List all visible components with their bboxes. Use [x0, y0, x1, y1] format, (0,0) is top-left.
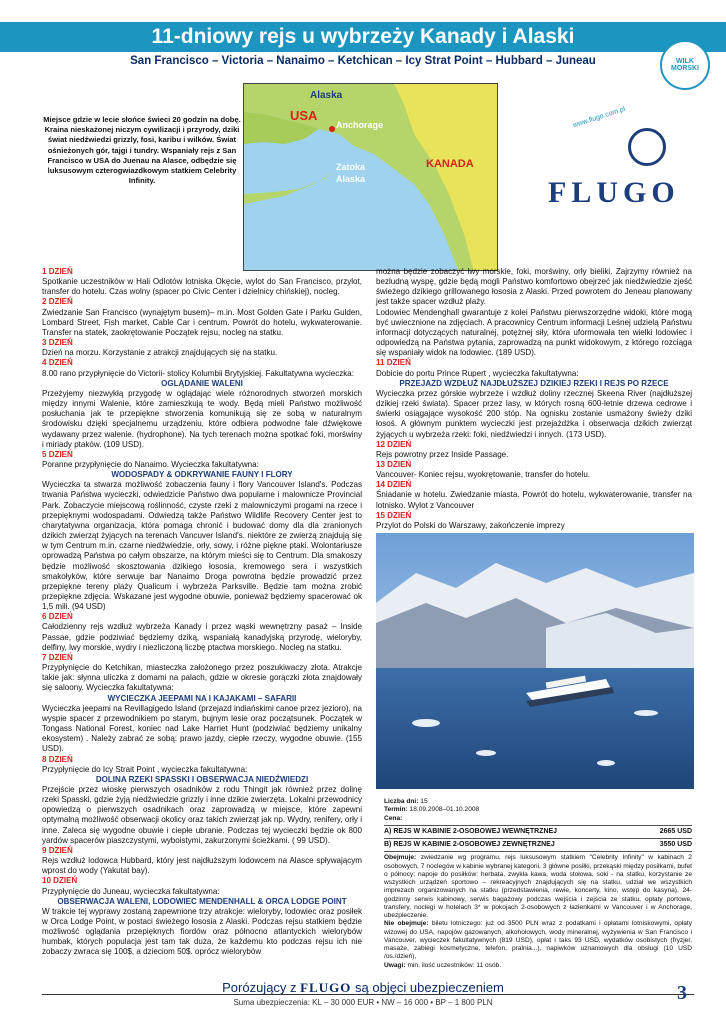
day-heading: 13 DZIEŃ — [376, 459, 412, 469]
cena-label: Cena: — [384, 814, 403, 822]
footer-divider — [42, 994, 694, 995]
map-label-anchorage: Anchorage — [336, 120, 384, 130]
liczba-label: Liczba dni: — [384, 798, 419, 805]
day-description: W trakcie tej wyprawy zostaną zapewnione trzy atrakcje: wieloryby, lodowiec oraz posiłek w Orca Lodge Point, w postaci świeżego łososia z Alaski. Podczas rejsu statkiem będzie możliwość oglądania przepięknych fiordów oraz północno atlantyckich wielorybów humbak, których populacja jest tam tak duża, że każdemu kto podczas rejsu ich nie zobaczy zwraca się 100$, a dzieciom 50$. oprócz wielorybów — [42, 906, 362, 957]
day-heading: 6 DZIEŃ — [42, 612, 73, 622]
day-description: Wycieczka przez górskie wybrzeże i wzdłuż doliny rzecznej Skeena River (najdłuższej dzikiej rzeki świata). Spacer przez lasy, w których rosną 600-letnie drzewa cedrowe i świerki osiągające wysokość 200 stóp. Na ognisku zostanie usmażony świeży dziki łosoś. A głównym punktem wycieczki jest przejażdżka i obserwacja dzikich zwierząt żyjących u wybrzeża rzeki: foki, niedźwiedzi i innych. (173 USD). — [376, 388, 692, 439]
price-row-b — [384, 841, 692, 849]
day-description: Poranne przypłynięcie do Nanaimo. Wycieczka fakultatywna: — [42, 459, 259, 469]
footer-pre: Porózujący z — [222, 980, 297, 995]
day-description: Rejs powrotny przez Inside Passage. — [376, 449, 509, 459]
intro-text: Miejsce gdzie w lecie słońce świeci 20 godzin na dobę. Kraina nieskażonej niczym cywilizacji i przyrody, dziki świat niedźwiedzi grizzly, fosi, karibu i wilków. Świat ośnieżonych gór, tajgi i tundry. Wspaniały rejs z San Francisco w USA do Juenau na Alasce, odbędzie się luksusowym czterogwiazdkowym statkiem Celebrity Infinity. — [43, 115, 241, 186]
day-description: Zwiedzanie San Francisco (wynajętym busem)– m.in. Most Golden Gate i Parku Gulden, Lombard Street, Fish market, Cable Car i centrum. Powrót do hotelu, wykwaterowanie. Transfer na statek, zaokrętowanie Początek rejsu, nocleg na statku. — [42, 307, 362, 337]
day-heading: 15 DZIEŃ — [376, 510, 412, 520]
page-title: 11-dniowy rejs u wybrzeży Kanady i Alaski — [151, 25, 575, 48]
flugo-logo — [540, 105, 690, 220]
footer-sum: Suma ubezpieczenia: KL – 30 000 EUR • NW – 16 000 • BP – 1 800 PLN — [233, 998, 493, 1007]
excursion-heading: OBSERWACJA WALENI, LODOWIEC MENDENHALL & ORCA LODGE POINT — [57, 896, 347, 906]
day-heading: 12 DZIEŃ — [376, 439, 412, 449]
excursion-heading: PRZEJAZD WZDŁUŻ NAJDŁUŻSZEJ DZIKIEJ RZEKI I REJS PO RZECE — [399, 378, 669, 388]
cruise-ship-photo-graphic — [376, 533, 694, 789]
day-description: Przypłynięcie do Juneau, wycieczka fakultatywna: — [42, 886, 220, 896]
cruise-photo — [376, 533, 694, 789]
excursion-heading: WYCIECZKA JEEPAMI NA I KAJAKAMI – SAFARII — [107, 693, 297, 703]
map-label-alaska: Alaska — [310, 90, 343, 101]
day-description: Dobicie do portu Prince Rupert , wycieczka fakultatywna: — [376, 368, 579, 378]
day-description: Przypłynięcie do Icy Strait Point , wycieczka fakultatywna: — [42, 764, 248, 774]
obejmuje-text: zwiedzanie wg programu, rejs luksusowym statkiem "Celebrity Infinity" w kabinach 2 osobowych, 7 noclegów w kabinie wybranej kategorii, 3 główne posiłki, przekąski między posiłkami, bufet o północy; napoje do posiłków: herbata, zwykła kawa, woda stołowa, soki - na statku, korzystanie ze wszystkich urządzeń sportowo – rekreacyjnych znajdujących się na statku, udział we wszystkich imprezach organizowanych na statku (przedstawienia, rewie, koncerty, kino, wstęp do kasyna), 24-godzinny serwis kabinowy, serwis bagażowy podczas wejścia i zejścia ze statku, opłaty portowe, transfery, noclegi w hotelach 3* w pokojach 2-osobowych z łazienkami w Vancouver i w Anchorage, ubezpieczenie. — [384, 854, 692, 919]
price-b-value: 3550 USD — [659, 841, 692, 848]
route-subtitle: San Francisco – Victoria – Nanaimo – Ketchican – Icy Strat Point – Hubbard – Juneau — [130, 55, 596, 67]
map — [243, 83, 498, 271]
liczba-value: 15 — [420, 798, 428, 805]
uwagi-text: min. ilość uczestników: 11 osób. — [407, 961, 502, 969]
day-heading: 1 DZIEŃ — [42, 267, 73, 276]
obejmuje-label: Obejmuje: — [384, 854, 417, 862]
divider — [384, 838, 692, 839]
price-b-label: B) REJS W KABINIE 2-OSOBOWEJ ZEWNĘTRZNEJ — [384, 841, 555, 848]
footer-post: są objęci ubezpieczeniem — [355, 980, 504, 995]
day-description: Przylot do Polski do Warszawy, zakończenie imprezy — [376, 520, 565, 530]
day-heading: 9 DZIEŃ — [42, 845, 73, 855]
day-heading: 14 DZIEŃ — [376, 480, 412, 490]
nie-obejmuje-label: Nie obejmuje: — [384, 920, 429, 928]
divider — [384, 851, 692, 852]
day-heading: 8 DZIEŃ — [42, 754, 73, 764]
day-description: Przypłynięcie do Ketchikan, miasteczka założonego przez poszukiwaczy złota. Atrakcje takie jak: słynna uliczka z domami na palach, gdzie w okresie gorączki złota znajdowały się saloony. Wycieczka fakultatywna: — [42, 663, 362, 693]
uwagi-label: Uwagi: — [384, 961, 406, 969]
map-graphic — [244, 84, 498, 271]
nie-obejmuje-text: biletu lotniczego: już od 3500 PLN wraz z podatkami i opłatami lotniskowymi, opłaty wizowej do USA, napojów gazowanych, alkoholowych, wody mineralnej, wyżywienia w San Francisco i Vancouver, wycieczek fakultatywnych (819 USD), opłat i taks 93 USD, wydatków osobistych (fryzjer, masaże, zabiegi kosmetyczne, telefon, pralnia...), napiwków uznaniowych dla obsługi (10 USD /os./dzień), — [384, 920, 692, 961]
excursion-heading: DOLINA RZEKI SPASSKI I OBSERWACJA NIEDŹWIEDZI — [95, 774, 309, 784]
map-label-kanada: KANADA — [426, 158, 474, 170]
day-description: Całodzienny rejs wzdłuż wybrzeża Kanady i przez wąski wewnętrzny pasaż – Inside Passae, gdzie podziwiać będziemy dziką, wspaniałą kanadyjską przyrodę, wieloryby, delfiny, lwy morskie, wydry i niezliczoną liczbę ptactwa morskiego. Nocleg na statku. — [42, 622, 362, 652]
day-description: 8.00 rano przypłynięcie do Victorii- stolicy Kolumbii Brytyjskiej. Fakultatywna wycieczka: — [42, 368, 355, 378]
day-heading: 3 DZIEŃ — [42, 338, 73, 348]
map-label-zatoka-alaska: Alaska — [336, 174, 366, 184]
day-description: Śniadanie w hotelu. Zwiedzanie miasta. Powrót do hotelu, wykwaterowanie, transfer na lotnisko. Wylot z Vancouver — [376, 490, 692, 510]
day-heading: 2 DZIEŃ — [42, 297, 73, 307]
price-a-label: A) REJS W KABINIE 2-OSOBOWEJ WEWNĘTRZNEJ — [384, 827, 558, 835]
day-heading: 5 DZIEŃ — [42, 449, 73, 459]
day-description: Dzień na morzu. Korzystanie z atrakcji znajdujących się na statku. — [42, 348, 278, 358]
logo-mark-icon — [628, 128, 666, 166]
termin-value: 18.09.2008–01.10.2008 — [409, 806, 480, 814]
day-heading: 4 DZIEŃ — [42, 358, 73, 368]
day-description: Przeżyjemy niezwykłą przygodę w oglądając wiele różnorodnych stworzeń morskich między innymi Walenie, które zamieszkują te wody. Będą mieli Państwo możliwość posłuchania jak te przepiękne stworzenia komunikują się ze sobą w naturalnym środowisku dzięki specjalnemu urządzeniu, które odbiera podwodne fale dźwiękowe wydawany przez walenie. (hydrophone). Na tych terenach można spotkać foki, morświny i miriady ptaków. (109 USD). — [42, 388, 362, 449]
day-description: Przejście przez wioskę pierwszych osadników z rodu Thingit jak również przez dolinę rzeki Spasski, gdzie żyją niedźwiedzie grizzly i inne dzikie zwierzęta. Lokalni przewodnicy opowiedzą o pierwszych osadnikach oraz zaprowadzą w miejsce, które zapewni optymalną możliwość obserwacji okolicy oraz takich zwierząt jak np. Wydry, renifery, orły i inne. Zaleca się wygodne obuwie i ciepłe ubranie. Podczas tej wycieczki będzie ok 800 yardów spacerów piaszczystymi, wyboistymi, zakurzonymi ścieżkami. ( 99 USD). — [42, 784, 362, 845]
divider — [384, 825, 692, 826]
excursion-heading: OGLĄDANIE WALENI — [161, 378, 243, 388]
day-description: Spotkanie uczestników w Hali Odlotów lotniska Okęcie, wylot do San Francisco, przylot, transfer do hotelu. Czas wolny (spacer po Civic Center i dzielnicy chińskiej), nocleg. — [42, 277, 362, 297]
page-number: 3 — [677, 982, 687, 1004]
wilk-morski-badge — [660, 40, 710, 90]
price-a-value: 2665 USD — [659, 827, 692, 835]
day-description: Wycieczka jeepami na Revillagigedo Island (przejazd indiańskimi canoe przez jezioro), na wyspie spacer z przewodnikiem po starym, bujnym lesie oraz początsunek. Początek w Tongass National Forest, koniec nad Lake Harriet Hunt (podziwiać będziemy unikalny ekosystem) . Należy zabrać ze sobą: prawo jazdy, ciepłe rzeczy, wygodne obuwie. (155 USD). — [42, 703, 362, 754]
price-row-a — [384, 828, 692, 836]
map-label-usa: USA — [290, 108, 318, 123]
termin-label: Termin: — [384, 806, 408, 814]
day-description: można będzie zobaczyć lwy morskie, foki, morświny, orły bieliki. Zajrzymy również na bezludną wyspę, gdzie będą mogli Państwo komfortowo obejrzeć jak niedźwiedzie zjeść świeżego dzikiego grillowanego łososia z Alaski. Przed powrotem do Jeneau planowany jest także spacer wzdłuż plaży. — [376, 267, 692, 307]
footer-brand: FLUGO — [300, 980, 352, 995]
logo-url: www.flugo.com.pl — [572, 105, 627, 130]
header-bar — [0, 22, 726, 52]
day-description: Rejs wzdłuż lodowca Hubbard, który jest najdłuższym lodowcem na Alasce spływającym wprost do wody (Yakutat bay). — [42, 856, 362, 876]
map-label-zatoka: Zatoka — [336, 162, 366, 172]
day-description: Vancouver- Koniec rejsu, wyokrętowanie, transfer do hotelu. — [376, 470, 591, 480]
day-heading: 7 DZIEŃ — [42, 652, 73, 662]
day-heading: 11 DZIEŃ — [376, 358, 411, 368]
itinerary-right-column — [376, 267, 692, 531]
logo-name: FLUGO — [548, 176, 680, 209]
day-heading: 10 DZIEŃ — [42, 876, 78, 886]
day-description: Wycieczka ta stwarza możliwość zobaczenia fauny i flory Vancouver Island's. Podczas trwania Państwa wycieczki, odwiedzicie Państwo dwa popularne i malownicze Provincial Park. Zobaczycie miejscową roślinność, czyste rzeki z malowniczymi progami na rzece i przepięknymi wodospadami. Odwiedzą także Państwo Wildlife Recovery Center jest to charytatywna organizacja, która pomaga chronić i budować domy dla dla zranionych dzikich zwierząt żyjących na terenach Vancuver Island's. niektóre ze zwierzą znajdują się w tym Centrum m.in. czarne niedźwiedzie, orły, sowy, i różne piękne ptaki. Wolontariusze oprowadzą Państwa po całym obszarze, na którym mieści się to Centrum. Dla smakoszy będzie możliwość skosztowania dzikiego łososia, kremowego sera i wszystkich smakołyków, które serwuje bar Nanaimo Droga powrotna będzie prowadzić przez przepiękne tereny plaży Qualicum i wybrzeża Parksville. Będzie tam można zrobić przepiękne zdjęcia. Wskazane jest wygodne obuwie, ponieważ będziemy spacerować ok 1,5 mili. (94 USD) — [42, 480, 362, 612]
day-description: Lodowiec Mendenghall gwarantuje z kolei Państwu pierwszorzędne widoki, które mogą być uwiecznione na zdjęciach. A pracownicy Centrum informacji Leśnej udzielą Państwu informacji dotyczących naturalnej, potężnej siły, która uformowała ten wielki lodowiec i odpowiedzą na Państwa pytania, zaprowadzą na punkt widokowym, z którego rozciąga się wspaniały widok na lodowiec. (189 USD). — [376, 307, 692, 358]
excursion-heading: WODOSPADY & ODKRYWANIE FAUNY I FLORY — [111, 470, 293, 480]
trip-info-box — [384, 798, 692, 970]
badge-text: WILK MORSKI — [671, 58, 699, 72]
itinerary-left-column — [42, 267, 362, 958]
